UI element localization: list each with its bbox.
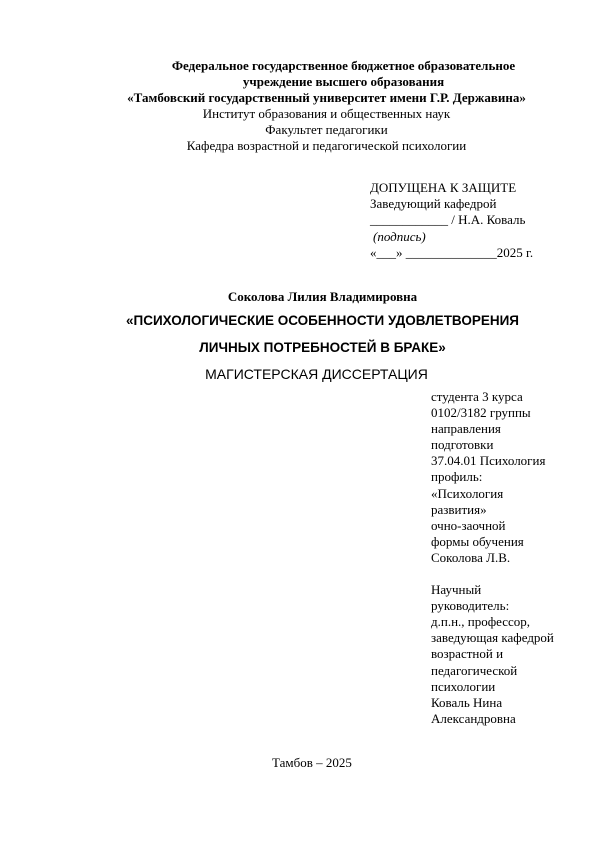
signature-caption: (подпись): [373, 229, 426, 244]
signature-line: ____________ / Н.А. Коваль: [370, 212, 526, 227]
student-line: подготовки: [431, 437, 494, 453]
spacer: [431, 566, 581, 582]
supervisor-line: психологии: [431, 678, 496, 694]
thesis-title-line-2: ЛИЧНЫХ ПОТРЕБНОСТЕЙ В БРАКЕ»: [199, 340, 446, 355]
thesis-title-line-1: «ПСИХОЛОГИЧЕСКИЕ ОСОБЕННОСТИ УДОВЛЕТВОРЕНИЯ: [125, 313, 520, 328]
supervisor-line: д.п.н., профессор,: [431, 614, 531, 630]
supervisor-line: педагогической: [431, 662, 518, 678]
approval-title: ДОПУЩЕНА К ЗАЩИТЕ: [370, 180, 517, 195]
supervisor-line: заведующая кафедрой: [431, 630, 554, 646]
thesis-type: МАГИСТЕРСКАЯ ДИССЕРТАЦИЯ: [205, 366, 428, 382]
student-line: очно-заочной: [431, 517, 506, 533]
approval-date-line: «___» ______________2025 г.: [370, 245, 534, 260]
student-line: студента 3 курса: [431, 389, 523, 404]
org-line-1: Федеральное государственное бюджетное образовательное: [171, 58, 516, 73]
approval-role: Заведующий кафедрой: [370, 196, 497, 211]
faculty-name: Факультет педагогики: [265, 122, 388, 137]
supervisor-line: руководитель:: [431, 598, 510, 614]
supervisor-line: Научный: [431, 582, 482, 598]
student-line: Соколова Л.В.: [431, 549, 511, 565]
institute-name: Институт образования и общественных наук: [202, 106, 451, 121]
student-line: развития»: [431, 501, 487, 517]
author-name: Соколова Лилия Владимировна: [227, 289, 418, 304]
supervisor-line: возрастной и: [431, 646, 504, 662]
student-line: 0102/3182 группы: [431, 405, 531, 421]
supervisor-line: Александровна: [431, 710, 516, 726]
student-line: формы обучения: [431, 533, 524, 549]
student-line: «Психология: [431, 485, 504, 501]
student-line: направления: [431, 421, 501, 437]
org-line-2: учреждение высшего образования: [242, 74, 445, 89]
footer-city-year: Тамбов – 2025: [272, 755, 352, 770]
university-name: «Тамбовский государственный университет имени Г.Р. Державина»: [127, 90, 526, 105]
student-line: 37.04.01 Психология: [431, 453, 546, 469]
info-column: [431, 389, 581, 727]
department-name: Кафедра возрастной и педагогической психологии: [186, 138, 467, 153]
supervisor-line: Коваль Нина: [431, 694, 503, 710]
student-line: профиль:: [431, 469, 483, 485]
